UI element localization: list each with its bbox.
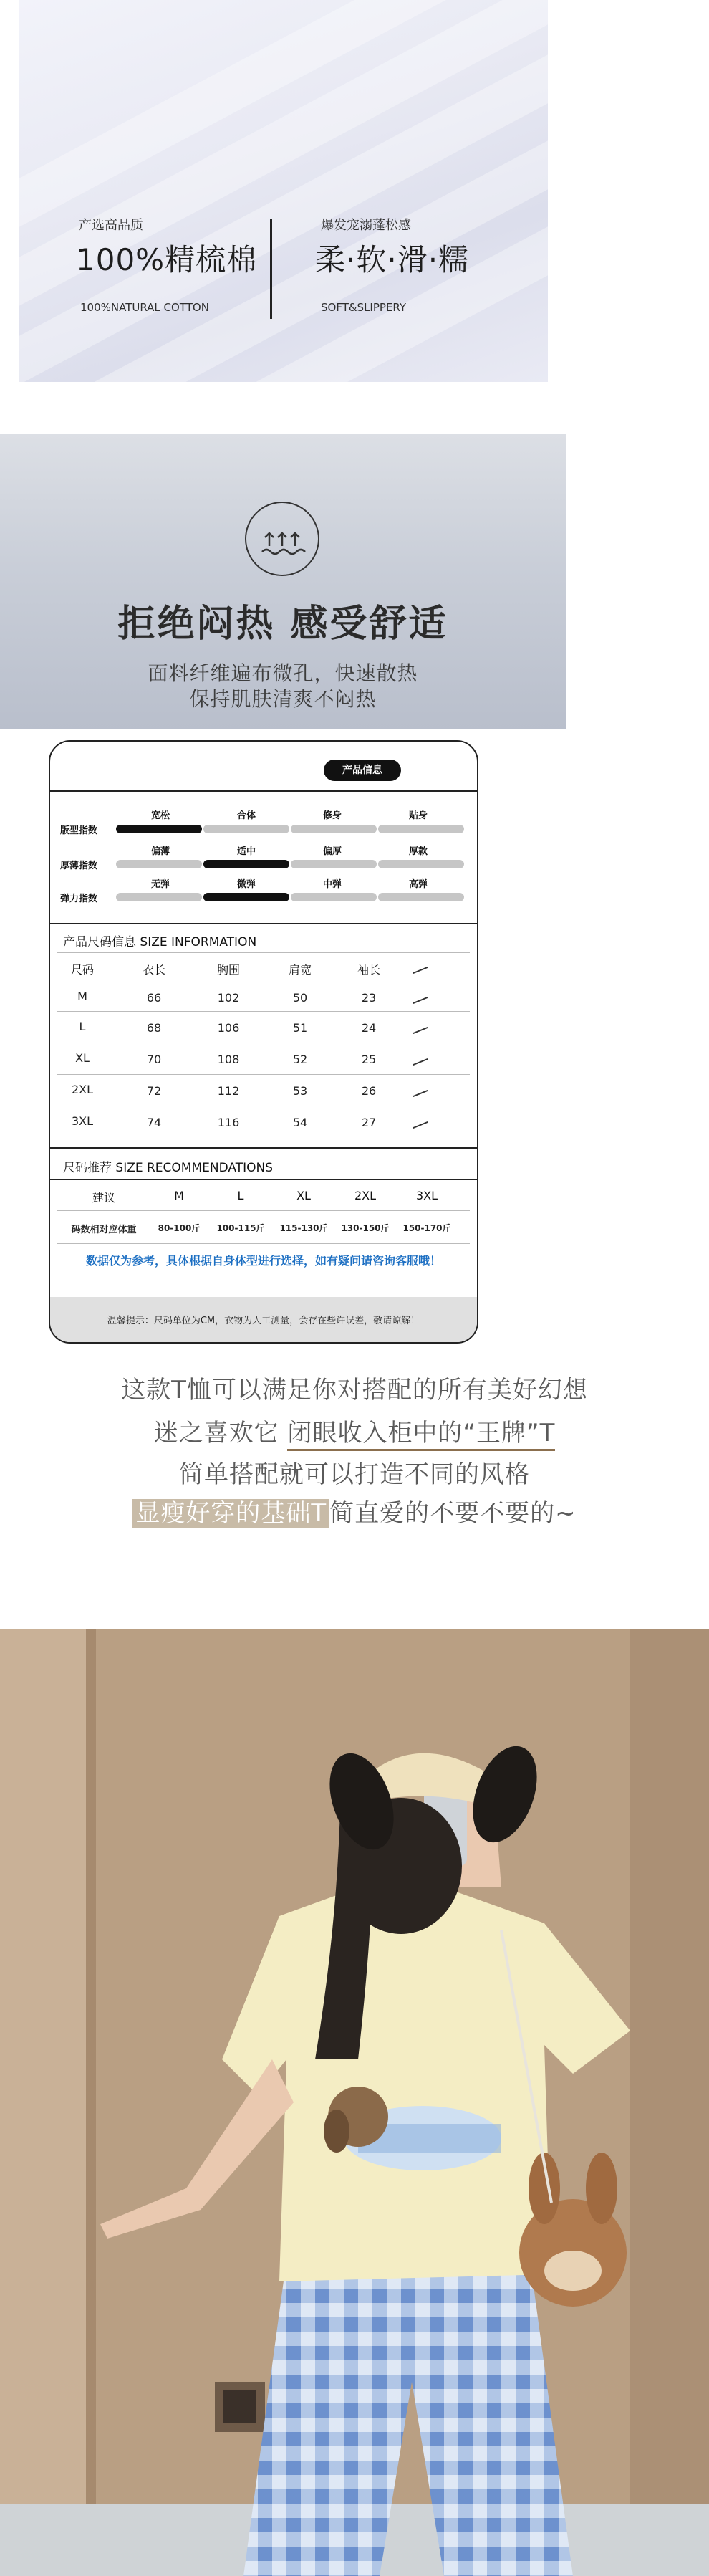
metric-bar [291, 825, 377, 833]
metric-label-stretch: 弹力指数 [60, 894, 98, 904]
metric-bar [203, 825, 289, 833]
fabric-banner [19, 0, 548, 382]
size-cell: 108 [217, 1053, 240, 1066]
metric-option: 厚款 [408, 846, 428, 857]
heat-waves-icon [245, 502, 319, 576]
slash-icon [413, 997, 428, 1004]
rec-cell: 130-150斤 [341, 1223, 390, 1233]
size-cell: XL [75, 1051, 90, 1065]
rec-header: 建议 [92, 1191, 115, 1205]
metric-bar-active [203, 860, 289, 868]
size-cell: 52 [292, 1053, 308, 1066]
size-cell: 112 [217, 1084, 240, 1098]
size-cell: 116 [217, 1116, 240, 1129]
metric-bar [291, 893, 377, 901]
size-cell: L [79, 1020, 86, 1033]
size-cell: 2XL [71, 1083, 94, 1096]
metric-bar [378, 860, 464, 868]
breathable-banner [0, 434, 566, 729]
promo-line-1: 这款T恤可以满足你对搭配的所有美好幻想 [121, 1376, 588, 1404]
size-cell: 102 [217, 991, 240, 1005]
metric-option: 合体 [236, 810, 256, 821]
size-cell: 70 [146, 1053, 162, 1066]
metric-option: 适中 [236, 846, 256, 857]
size-cell: 54 [292, 1116, 308, 1129]
metric-label-thickness: 厚薄指数 [60, 861, 98, 871]
fabric-left-main: 100%精梳棉 [76, 242, 258, 277]
promo-line-3: 简单搭配就可以打造不同的风格 [179, 1460, 530, 1489]
model-photo-illustration [0, 1629, 709, 2576]
rec-header: M [174, 1189, 184, 1202]
promo-line-4b: 简直爱的不要不要的~ [329, 1499, 577, 1528]
fabric-right-main: 柔·软·滑·糯 [315, 242, 470, 277]
metric-option: 偏厚 [322, 846, 342, 857]
size-cell: 51 [292, 1021, 308, 1035]
fabric-right-sub: 爆发宠溺蓬松感 [321, 218, 411, 233]
metric-option: 中弹 [322, 879, 342, 890]
size-cell: 68 [146, 1021, 162, 1035]
size-cell: 24 [361, 1021, 377, 1035]
breathable-title: 拒绝闷热 感受舒适 [117, 603, 448, 646]
size-header: 肩宽 [288, 963, 312, 977]
size-cell: 23 [361, 991, 377, 1005]
rec-header: 3XL [415, 1189, 438, 1202]
size-rec-title: 尺码推荐 SIZE RECOMMENDATIONS [63, 1161, 273, 1175]
metric-option: 无弹 [150, 879, 170, 890]
slash-icon [413, 1090, 428, 1097]
size-info-title: 产品尺码信息 SIZE INFORMATION [63, 935, 257, 949]
breathable-line-2: 保持肌肤清爽不闷热 [189, 687, 377, 711]
rec-cell: 码数相对应体重 [71, 1225, 137, 1235]
promo-highlight: 显瘦好穿的基础T [132, 1499, 329, 1528]
footer-note: 温馨提示：尺码单位为CM，衣物为人工测量，会存在些许误差，敬请谅解！ [107, 1316, 420, 1326]
metric-option: 高弹 [408, 879, 428, 890]
metric-option: 宽松 [150, 810, 170, 821]
model-photo [0, 1629, 709, 2576]
size-header: 衣长 [142, 963, 165, 977]
size-header: 袖长 [357, 963, 380, 977]
size-cell: 74 [146, 1116, 162, 1129]
rec-header: 2XL [354, 1189, 377, 1202]
size-header: 尺码 [70, 963, 94, 977]
metric-label-fit: 版型指数 [60, 825, 98, 836]
fabric-left-en: 100%NATURAL COTTON [80, 301, 209, 314]
slash-icon [413, 967, 428, 974]
size-cell: 26 [361, 1084, 377, 1098]
size-header: 胸围 [216, 963, 240, 977]
metric-option: 修身 [322, 810, 342, 821]
metric-bar-active [203, 893, 289, 901]
fabric-divider [270, 219, 272, 319]
size-cell: 106 [217, 1021, 240, 1035]
promo-line-2b: 闭眼收入柜中的“王牌”T [287, 1419, 555, 1451]
metric-option: 偏薄 [150, 846, 170, 857]
metric-bar [116, 860, 202, 868]
size-cell: 53 [292, 1084, 308, 1098]
rec-cell: 80-100斤 [158, 1223, 201, 1233]
slash-icon [413, 1121, 428, 1129]
promo-line-2a: 迷之喜欢它 [153, 1419, 288, 1447]
metric-bar-active [116, 825, 202, 833]
fabric-left-sub: 产选高品质 [79, 218, 143, 233]
size-cell: 66 [146, 991, 162, 1005]
metric-option: 贴身 [408, 810, 428, 821]
promo-line-2 [0, 1413, 709, 1448]
rec-header: XL [296, 1189, 311, 1202]
metric-option: 微弹 [236, 879, 256, 890]
size-card [49, 740, 478, 1344]
size-cell: 25 [361, 1053, 377, 1066]
fabric-right-en: SOFT&SLIPPERY [321, 301, 407, 314]
metric-bar [378, 825, 464, 833]
rec-cell: 115-130斤 [279, 1223, 328, 1233]
size-cell: 3XL [71, 1114, 94, 1128]
promo-line-4 [0, 1493, 709, 1528]
rec-header: L [237, 1189, 244, 1202]
rec-note: 数据仅为参考，具体根据自身体型进行选择，如有疑问请咨询客服哦！ [85, 1254, 441, 1268]
size-cell: 27 [361, 1116, 377, 1129]
metric-bar [378, 893, 464, 901]
rec-cell: 100-115斤 [216, 1223, 265, 1233]
rec-cell: 150-170斤 [402, 1223, 451, 1233]
breathable-line-1: 面料纤维遍布微孔，快速散热 [148, 661, 418, 685]
slash-icon [413, 1027, 428, 1034]
size-cell: 50 [292, 991, 308, 1005]
metric-bar [116, 893, 202, 901]
size-cell: M [77, 990, 87, 1003]
size-cell: 72 [146, 1084, 162, 1098]
slash-icon [413, 1058, 428, 1066]
metric-bar [291, 860, 377, 868]
product-info-badge: 产品信息 [324, 760, 401, 781]
